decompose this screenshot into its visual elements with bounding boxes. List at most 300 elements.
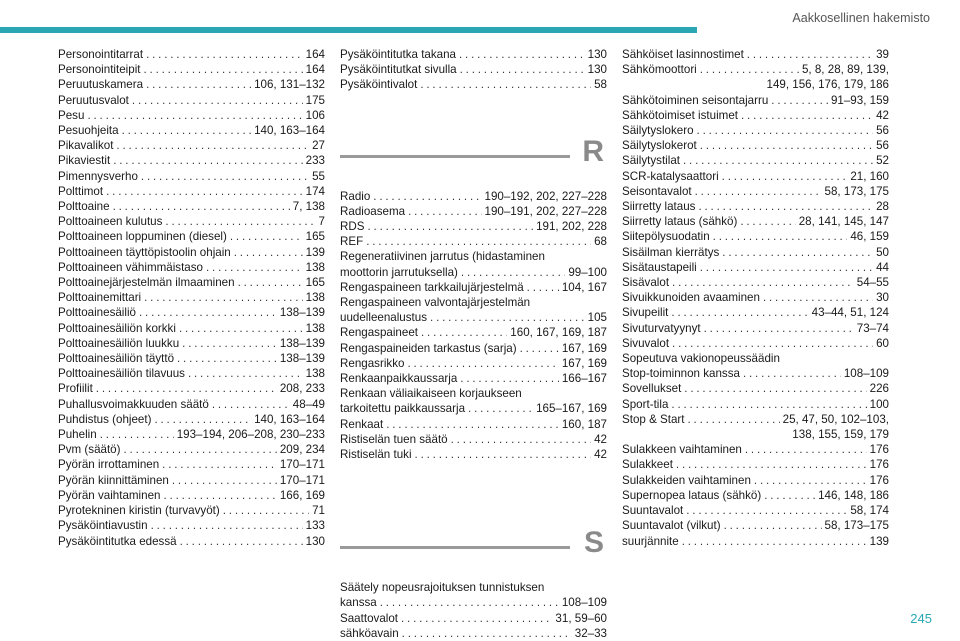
index-entry-term: Pikavalikot — [58, 139, 114, 153]
dot-leader — [182, 336, 277, 351]
index-entry — [622, 214, 889, 229]
index-entry — [58, 336, 325, 351]
index-entry-pages: 133 — [305, 519, 325, 533]
index-entry — [340, 611, 607, 626]
index-entry-pages: 170–171 — [279, 473, 325, 487]
index-entry-pages: 165 — [305, 276, 325, 290]
index-entry-pages: 160, 167, 169, 187 — [510, 326, 607, 340]
index-entry — [58, 108, 325, 123]
dot-leader — [172, 473, 277, 488]
dot-leader — [704, 321, 854, 336]
index-entry-pages: 138 — [305, 260, 325, 274]
index-entry — [340, 580, 607, 610]
index-entry-pages: 106 — [305, 108, 325, 122]
index-entry-pages: 138 — [305, 321, 325, 335]
index-entry-term: Pvm (säätö) — [58, 443, 121, 457]
index-entry-pages: 42 — [594, 448, 607, 462]
dot-leader — [724, 518, 822, 533]
index-entry-term: Saattovalot — [340, 611, 399, 625]
dot-leader — [415, 447, 592, 462]
index-entry-term: Sulakkeen vaihtaminen — [622, 443, 742, 457]
index-entry-pages: 164 — [305, 48, 325, 61]
index-entry-pages: 138 — [305, 291, 325, 305]
dot-leader — [420, 77, 591, 92]
index-entry — [622, 184, 889, 199]
section-divider — [340, 155, 570, 158]
dot-leader — [144, 62, 303, 77]
dot-leader — [146, 47, 303, 62]
index-entry-pages: 55 — [312, 169, 325, 183]
index-entry-pages: 165 — [305, 230, 325, 244]
index-entry-term: Sport-tila — [622, 397, 669, 411]
index-entry — [58, 169, 325, 184]
index-entry — [622, 245, 889, 260]
index-entry — [622, 93, 889, 108]
index-entry — [58, 473, 325, 488]
section-letter-r — [340, 121, 607, 189]
index-entry — [622, 473, 889, 488]
index-entry-pages: 52 — [876, 154, 889, 168]
index-entry — [340, 386, 607, 416]
dot-leader — [747, 47, 873, 62]
dot-leader — [163, 488, 276, 503]
dot-leader — [741, 108, 873, 123]
index-column-1 — [58, 47, 325, 549]
index-entry — [622, 229, 889, 244]
index-entry-pages: 25, 47, 50, 102–103, — [782, 412, 889, 426]
index-entry — [58, 184, 325, 199]
section-divider — [340, 546, 570, 549]
index-entry-term: Personointitarrat — [58, 48, 144, 61]
dot-leader — [96, 381, 277, 396]
index-entry-term: Pyörän kiinnittäminen — [58, 473, 169, 487]
index-entry — [622, 62, 889, 92]
index-entry-pages: 91–93, 159 — [830, 93, 889, 107]
index-entry-term: Sähkötoiminen seisontajarru — [622, 93, 769, 107]
index-entry-term: Regeneratiivinen jarrutus (hidastaminen — [340, 250, 545, 264]
index-entry — [622, 518, 889, 533]
index-entry — [340, 47, 607, 62]
index-entry — [340, 249, 607, 279]
index-entry-term: Puhallusvoimakkuuden säätö — [58, 397, 209, 411]
page-number: 245 — [910, 611, 932, 626]
index-entry-term: Pysäköintitutkat sivulla — [340, 63, 457, 77]
dot-leader — [740, 214, 795, 229]
index-entry-term: Rengasrikko — [340, 356, 405, 370]
dot-leader — [180, 534, 303, 549]
index-entry-pages: 139 — [869, 534, 889, 548]
index-entry — [340, 417, 607, 432]
index-entry — [58, 442, 325, 457]
index-entry-pages: 130 — [305, 534, 325, 548]
index-entry-term: Suuntavalot — [622, 504, 684, 518]
index-entry-term: Pysäköintitutka edessä — [58, 534, 177, 548]
dot-leader — [116, 138, 309, 153]
index-entry-term: Seisontavalot — [622, 184, 692, 198]
index-entry — [58, 397, 325, 412]
index-entry — [58, 229, 325, 244]
index-entry — [340, 325, 607, 340]
index-entry — [622, 412, 889, 442]
index-entry-term: Peruutuskamera — [58, 78, 144, 92]
index-entry — [622, 108, 889, 123]
index-entry-pages: 60 — [876, 336, 889, 350]
index-entry-term: Renkaanpaikkaussarja — [340, 372, 458, 386]
index-entry — [58, 518, 325, 533]
dot-leader — [672, 275, 854, 290]
index-entry-term: Renkaan väliaikaiseen korjaukseen — [340, 387, 522, 401]
index-entry-term: Ristiselän tuen säätö — [340, 432, 448, 446]
dot-leader — [113, 199, 290, 214]
index-entry-term: Personointiteipit — [58, 63, 141, 77]
index-entry-term: Radio — [340, 189, 371, 203]
index-entry-pages: 50 — [876, 245, 889, 259]
index-entry-pages: 7 — [318, 215, 325, 229]
chapter-title: Aakkosellinen hakemisto — [792, 11, 930, 25]
index-entry-pages: 165–167, 169 — [536, 402, 607, 416]
dot-leader — [684, 381, 866, 396]
index-entry — [58, 138, 325, 153]
index-entry-term: Profiilit — [58, 382, 93, 396]
index-entry — [622, 503, 889, 518]
index-entry — [622, 47, 889, 62]
dot-leader — [745, 442, 867, 457]
index-entry-pages: 39 — [876, 48, 889, 61]
index-entry — [622, 488, 889, 503]
index-entry-pages: 190–191, 202, 227–228 — [484, 204, 607, 218]
index-entry — [58, 260, 325, 275]
index-entry-term: Renkaat — [340, 417, 384, 431]
dot-leader — [460, 62, 585, 77]
index-entry-term: REF — [340, 235, 364, 249]
index-entry — [58, 534, 325, 549]
index-column-3 — [622, 47, 889, 549]
index-entry — [622, 336, 889, 351]
index-entry-pages: 73–74 — [856, 321, 889, 335]
index-entry-pages: 208, 233 — [279, 382, 325, 396]
dot-leader — [697, 123, 874, 138]
index-entry — [622, 397, 889, 412]
index-entry-term: Siirretty lataus (sähkö) — [622, 215, 738, 229]
index-entry-pages: 176 — [869, 473, 889, 487]
dot-leader — [151, 518, 303, 533]
dot-leader — [154, 412, 251, 427]
index-column-2 — [340, 47, 607, 641]
index-entry-pages: 233 — [305, 154, 325, 168]
index-entry-term: Polttoainesäiliön luukku — [58, 336, 180, 350]
index-entry — [340, 341, 607, 356]
index-entry — [340, 234, 607, 249]
index-entry-pages: 166–167 — [561, 372, 607, 386]
dot-leader — [722, 245, 873, 260]
index-entry-term: Pesu — [58, 108, 85, 122]
index-entry — [622, 534, 889, 549]
index-entry-pages: 27 — [312, 139, 325, 153]
index-entry-term: Pimennysverho — [58, 169, 138, 183]
index-entry-term: SCR-katalysaattori — [622, 169, 719, 183]
dot-leader — [124, 442, 277, 457]
index-entry-pages: 108–109 — [843, 367, 889, 381]
index-entry-term: Stop & Start — [622, 412, 685, 426]
index-entry-term: Radioasema — [340, 204, 406, 218]
index-entry-term: Sisäilman kierrätys — [622, 245, 720, 259]
index-entry — [58, 47, 325, 62]
index-entry — [58, 381, 325, 396]
index-entry-term: Säilytyslokerot — [622, 139, 697, 153]
dot-leader — [100, 427, 174, 442]
dot-leader — [754, 473, 867, 488]
index-entry-pages: 100 — [869, 397, 889, 411]
index-entry-pages: 28 — [876, 200, 889, 214]
index-entry-term: Stop-toiminnon kanssa — [622, 367, 740, 381]
index-entry — [58, 488, 325, 503]
index-entry-term: Polttoainesäiliön tilavuus — [58, 367, 185, 381]
index-entry-pages: 140, 163–164 — [254, 124, 325, 138]
dot-leader — [146, 77, 251, 92]
dot-leader — [695, 184, 822, 199]
index-entry-term: Suuntavalot (vilkut) — [622, 519, 721, 533]
index-entry-pages: 174 — [305, 184, 325, 198]
index-entry-term: Polttoainesäiliö — [58, 306, 136, 320]
index-entry — [58, 199, 325, 214]
index-entry-term: Puhdistus (ohjeet) — [58, 412, 152, 426]
index-entry-pages: 170–171 — [279, 458, 325, 472]
index-entry — [58, 153, 325, 168]
dot-leader — [238, 275, 303, 290]
index-entry-pages: 7, 138 — [292, 200, 325, 214]
index-entry-term: Siirretty lataus — [622, 200, 696, 214]
index-entry-pages: 104, 167 — [561, 280, 607, 294]
index-entry-term: Pyörän irrottaminen — [58, 458, 160, 472]
dot-leader — [451, 432, 591, 447]
dot-leader — [722, 169, 848, 184]
index-entry-term: kanssa — [340, 596, 377, 610]
dot-leader — [132, 93, 303, 108]
index-entry-pages: 58 — [594, 78, 607, 92]
index-entry-pages: 46, 159 — [850, 230, 889, 244]
index-entry — [58, 412, 325, 427]
index-entry — [340, 626, 607, 641]
dot-leader — [122, 123, 251, 138]
index-entry-term: RDS — [340, 220, 365, 234]
dot-leader — [386, 417, 559, 432]
dot-leader — [367, 219, 533, 234]
dot-leader — [460, 371, 559, 386]
dot-leader — [206, 260, 303, 275]
dot-leader — [671, 305, 808, 320]
index-entry-term: Sulakkeiden vaihtaminen — [622, 473, 751, 487]
index-entry-term: Sähkömoottori — [622, 63, 697, 77]
dot-leader — [234, 245, 303, 260]
dot-leader — [671, 397, 866, 412]
dot-leader — [177, 351, 277, 366]
index-entry-term: Pysäköintiavustin — [58, 519, 148, 533]
index-entry-pages: 68 — [594, 235, 607, 249]
index-entry-pages-continued: 149, 156, 176, 179, 186 — [766, 78, 889, 92]
index-entry-pages: 21, 160 — [850, 169, 889, 183]
dot-leader — [743, 366, 841, 381]
dot-leader — [139, 305, 277, 320]
index-entry-term: Rengaspaineen tarkkailujärjestelmä — [340, 280, 524, 294]
index-entry-pages: 226 — [869, 382, 889, 396]
dot-leader — [520, 341, 559, 356]
index-entry-term: Polttoaineen vähimmäistaso — [58, 260, 204, 274]
index-entry-pages: 138–139 — [279, 336, 325, 350]
index-entry — [340, 447, 607, 462]
dot-leader — [683, 153, 873, 168]
index-entry-pages: 140, 163–164 — [254, 412, 325, 426]
index-entry-term: Säilytyslokero — [622, 124, 694, 138]
index-entry-pages: 58, 173–175 — [824, 519, 889, 533]
index-entry-pages: 42 — [594, 432, 607, 446]
index-entry — [340, 356, 607, 371]
index-entry-pages: 105 — [587, 311, 607, 325]
index-entry-pages: 5, 8, 28, 89, 139, — [801, 63, 889, 77]
dot-leader — [459, 47, 585, 62]
index-entry-term: Sivupeilit — [622, 306, 669, 320]
index-entry-term: suurjännite — [622, 534, 679, 548]
index-entry — [58, 214, 325, 229]
index-entry-term: Polttoainejärjestelmän ilmaaminen — [58, 276, 235, 290]
index-entry — [340, 432, 607, 447]
index-entry-pages: 190–192, 202, 227–228 — [484, 189, 607, 203]
index-entry — [58, 351, 325, 366]
dot-leader — [113, 153, 302, 168]
index-entry-pages: 164 — [305, 63, 325, 77]
index-entry-pages: 138–139 — [279, 306, 325, 320]
index-entry — [58, 62, 325, 77]
index-entry-pages: 106, 131–132 — [254, 78, 325, 92]
index-entry — [58, 93, 325, 108]
index-entry-term: Sivuturvatyynyt — [622, 321, 701, 335]
index-entry-term: Pysäköintitutka takana — [340, 48, 457, 61]
index-entry — [622, 199, 889, 214]
index-entry — [622, 457, 889, 472]
index-entry-pages: 166, 169 — [279, 488, 325, 502]
index-entry — [58, 123, 325, 138]
index-entry-term: Sisätaustapeili — [622, 260, 697, 274]
index-group-s — [340, 580, 607, 641]
dot-leader — [212, 397, 290, 412]
index-entry-term: Ristiselän tuki — [340, 448, 412, 462]
index-entry-term: Sivuikkunoiden avaaminen — [622, 291, 760, 305]
index-entry-term: Pesuohjeita — [58, 124, 119, 138]
index-entry — [622, 321, 889, 336]
index-entry-term: Pikaviestit — [58, 154, 111, 168]
index-entry-term: Sähkötoimiset istuimet — [622, 108, 738, 122]
dot-leader — [165, 214, 315, 229]
index-entry — [622, 153, 889, 168]
index-entry-term: Pyrotekninen kiristin (turvavyöt) — [58, 504, 220, 518]
index-entry-term: Rengaspaineen valvontajärjestelmän — [340, 296, 531, 310]
header-accent-bar — [0, 27, 697, 33]
dot-leader — [162, 457, 277, 472]
dot-leader — [380, 595, 559, 610]
index-entry-pages: 176 — [869, 443, 889, 457]
index-entry-term: Supernopea lataus (sähkö) — [622, 488, 762, 502]
index-entry — [622, 275, 889, 290]
index-entry-pages: 44 — [876, 260, 889, 274]
dot-leader — [402, 626, 572, 641]
index-entry-pages: 193–194, 206–208, 230–233 — [176, 428, 325, 442]
index-entry-pages: 56 — [876, 139, 889, 153]
index-entry — [340, 280, 607, 295]
index-entry — [340, 77, 607, 92]
index-entry-pages: 209, 234 — [279, 443, 325, 457]
dot-leader — [700, 62, 799, 77]
dot-leader — [468, 401, 533, 416]
dot-leader — [527, 280, 559, 295]
index-entry-term: Polttoaineen täyttöpistoolin ohjain — [58, 245, 231, 259]
index-entry — [622, 169, 889, 184]
dot-leader — [188, 366, 303, 381]
dot-leader — [366, 234, 591, 249]
dot-leader — [421, 325, 507, 340]
index-entry — [58, 275, 325, 290]
index-entry-term: Siitepölysuodatin — [622, 230, 710, 244]
index-entry-pages: 139 — [305, 245, 325, 259]
index-group-p-continued — [340, 47, 607, 93]
index-entry-term: Sivuvalot — [622, 336, 670, 350]
dot-leader — [141, 169, 309, 184]
dot-leader — [461, 265, 565, 280]
index-entry-term: Sovellukset — [622, 382, 682, 396]
section-letter: R — [582, 134, 604, 168]
index-entry-term: Säilytystilat — [622, 154, 680, 168]
index-entry-pages-continued: 138, 155, 159, 179 — [792, 428, 889, 442]
index-entry — [340, 62, 607, 77]
index-entry — [340, 219, 607, 234]
index-entry-pages: 191, 202, 228 — [536, 220, 607, 234]
dot-leader — [179, 321, 303, 336]
index-entry-pages: 108–109 — [561, 596, 607, 610]
index-entry-term: Sähköiset lasinnostimet — [622, 48, 744, 61]
section-letter: S — [583, 526, 604, 560]
index-entry — [58, 366, 325, 381]
index-entry — [58, 290, 325, 305]
dot-leader — [686, 503, 847, 518]
dot-leader — [763, 290, 873, 305]
dot-leader — [698, 199, 873, 214]
dot-leader — [230, 229, 303, 244]
index-entry-term: Polttoaine — [58, 200, 110, 214]
index-entry-pages: 146, 148, 186 — [818, 488, 889, 502]
dot-leader — [676, 457, 867, 472]
dot-leader — [106, 184, 303, 199]
index-entry — [58, 427, 325, 442]
index-entry-pages: 43–44, 51, 124 — [811, 306, 889, 320]
index-entry — [622, 442, 889, 457]
index-entry-pages: 138–139 — [279, 352, 325, 366]
index-entry-pages: 71 — [312, 504, 325, 518]
index-entry — [58, 305, 325, 320]
index-entry-pages: 130 — [587, 63, 607, 77]
dot-leader — [682, 534, 867, 549]
index-entry-pages: 175 — [305, 93, 325, 107]
dot-leader — [401, 611, 552, 626]
index-entry-term: Polttoainemittari — [58, 291, 142, 305]
index-entry-pages: 32–33 — [574, 626, 607, 640]
index-entry-pages: 167, 169 — [561, 341, 607, 355]
index-entry — [58, 503, 325, 518]
dot-leader — [771, 93, 828, 108]
dot-leader — [408, 204, 481, 219]
dot-leader — [87, 108, 302, 123]
index-entry-term: Rengaspaineiden tarkastus (sarja) — [340, 341, 517, 355]
index-entry — [622, 381, 889, 396]
index-entry-pages: 42 — [876, 108, 889, 122]
index-entry-term: Sulakkeet — [622, 458, 673, 472]
